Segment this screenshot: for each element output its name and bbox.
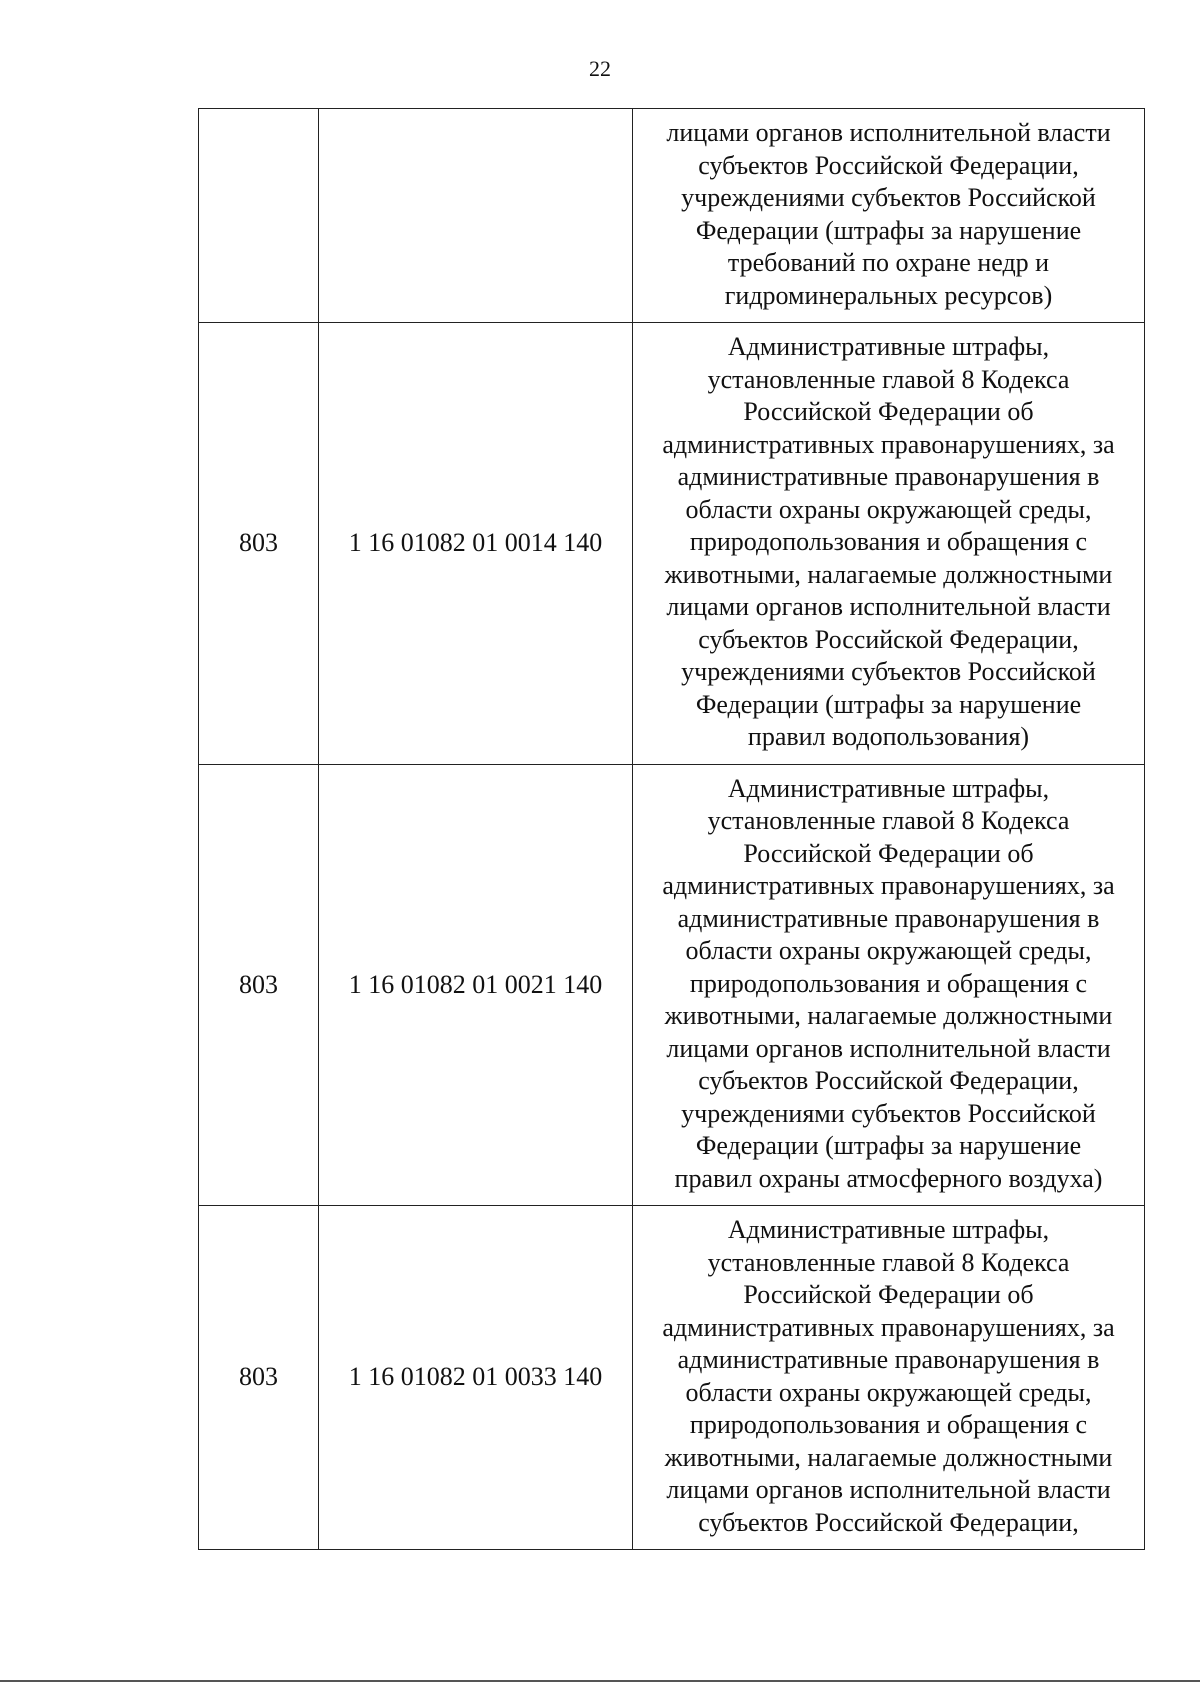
fines-table-body xyxy=(199,109,1145,1550)
description-line: природопользования и обращения с xyxy=(689,968,1088,998)
description-line: Федерации (штрафы за нарушение xyxy=(695,689,1082,719)
description-line: природопользования и обращения с xyxy=(689,1410,1088,1439)
description-line: учреждениями субъектов Российской xyxy=(681,1098,1096,1128)
page-number: 22 xyxy=(589,56,611,81)
description-line: административных правонарушениях, за xyxy=(662,1312,1115,1342)
description-line: природопользования и обращения с xyxy=(689,527,1088,556)
description-line: Административные штрафы, xyxy=(727,1215,1050,1244)
description-line: административных правонарушениях, за xyxy=(662,871,1115,900)
description-line: административных правонарушениях, за xyxy=(662,429,1115,459)
description-line: административные правонарушения в xyxy=(677,462,1100,491)
table-row xyxy=(199,1206,1145,1550)
table-row xyxy=(199,109,1145,323)
description-line: Российской Федерации об xyxy=(743,838,1034,868)
table-row xyxy=(199,764,1145,1206)
description-line: Российской Федерации об xyxy=(743,397,1034,426)
admin-code-cell xyxy=(199,109,319,323)
description-line: субъектов Российской Федерации, xyxy=(698,150,1079,180)
fines-table xyxy=(198,108,1145,1550)
description-cell xyxy=(633,764,1145,1206)
description-line: административные правонарушения в xyxy=(677,1345,1100,1374)
description-line: лицами органов исполнительной власти xyxy=(666,118,1111,147)
description-line: учреждениями субъектов Российской xyxy=(681,657,1096,686)
description-line: животными, налагаемые должностными xyxy=(664,559,1113,589)
description-line: Федерации (штрафы за нарушение xyxy=(695,215,1082,245)
description-line: правил охраны атмосферного воздуха) xyxy=(674,1163,1103,1193)
description-line: учреждениями субъектов Российской xyxy=(681,183,1096,212)
description-cell xyxy=(633,109,1145,323)
kbk-code-cell: 1 16 01082 01 0033 140 xyxy=(319,1206,633,1550)
admin-code-cell: 803 xyxy=(199,323,319,765)
page-bottom-rule xyxy=(0,1680,1200,1682)
description-line: животными, налагаемые должностными xyxy=(664,1442,1113,1472)
description-line: установленные главой 8 Кодекса xyxy=(707,364,1070,394)
description-line: субъектов Российской Федерации, xyxy=(698,1507,1079,1537)
description-line: субъектов Российской Федерации, xyxy=(698,624,1079,654)
kbk-code-cell: 1 16 01082 01 0021 140 xyxy=(319,764,633,1206)
description-line: субъектов Российской Федерации, xyxy=(698,1066,1079,1095)
kbk-code-cell xyxy=(319,109,633,323)
admin-code-cell: 803 xyxy=(199,1206,319,1550)
description-line: лицами органов исполнительной власти xyxy=(666,1033,1111,1063)
description-cell xyxy=(633,1206,1145,1550)
description-line: правил водопользования) xyxy=(747,722,1030,751)
description-line: Административные штрафы, xyxy=(727,332,1050,361)
table-row xyxy=(199,323,1145,765)
description-line: животными, налагаемые должностными xyxy=(664,1001,1113,1030)
description-line: лицами органов исполнительной власти xyxy=(666,592,1111,621)
description-line: области охраны окружающей среды, xyxy=(685,936,1092,965)
description-cell xyxy=(633,323,1145,765)
description-line: гидроминеральных ресурсов) xyxy=(724,280,1053,310)
description-line: Федерации (штрафы за нарушение xyxy=(695,1131,1082,1160)
description-line: лицами органов исполнительной власти xyxy=(666,1475,1111,1504)
description-line: установленные главой 8 Кодекса xyxy=(707,806,1070,835)
description-line: области охраны окружающей среды, xyxy=(685,1377,1092,1407)
description-line: административные правонарушения в xyxy=(677,903,1100,933)
kbk-code-cell: 1 16 01082 01 0014 140 xyxy=(319,323,633,765)
description-line: Российской Федерации об xyxy=(743,1280,1034,1309)
admin-code-cell: 803 xyxy=(199,764,319,1206)
description-line: области охраны окружающей среды, xyxy=(685,494,1092,524)
description-line: требований по охране недр и xyxy=(727,248,1050,277)
description-line: установленные главой 8 Кодекса xyxy=(707,1247,1070,1277)
description-line: Административные штрафы, xyxy=(727,773,1050,803)
